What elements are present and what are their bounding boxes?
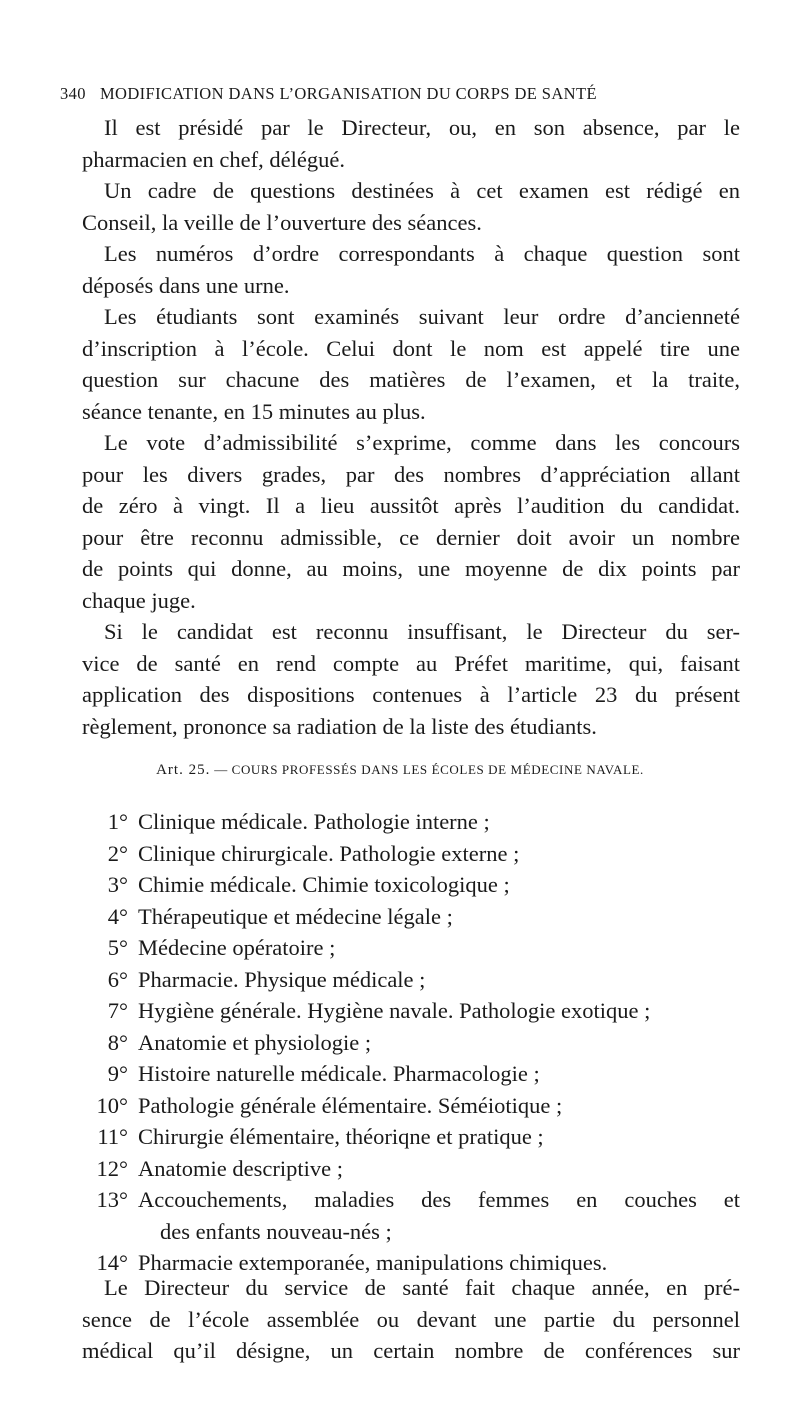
list-number: 5° [107, 935, 128, 960]
text-line: pharmacien en chef, délégué. [82, 146, 345, 172]
list-item [60, 838, 740, 870]
list-number: 9° [107, 1061, 128, 1086]
text-line: Les étudiants sont examinés suivant leur ordre d’ancienneté [104, 304, 740, 329]
text-line: sence de l’école assemblée ou devant une partie du personnel [82, 1306, 740, 1332]
body-text [60, 112, 740, 742]
text-line: séance tenante, en 15 minutes au plus. [82, 398, 426, 424]
list-item [60, 1090, 740, 1122]
list-text: Clinique chirurgicale. Pathologie externe ; [138, 840, 520, 866]
article-heading [60, 762, 740, 779]
list-item [60, 1058, 740, 1090]
list-number: 1° [107, 809, 128, 834]
text-line: Le Directeur du service de santé fait chaque année, en pré- [104, 1275, 740, 1300]
list-text: Pharmacie extemporanée, manipulations chimiques. [138, 1250, 608, 1275]
text-line: chaque juge. [82, 587, 196, 613]
text-line: application des dispositions contenues à l’article 23 du présent [82, 682, 740, 707]
list-number: 7° [107, 998, 128, 1023]
list-item [60, 995, 740, 1027]
text-line: vice de santé en rend compte au Préfet maritime, qui, faisant [82, 650, 740, 676]
list-text: Thérapeutique et médecine légale ; [138, 903, 453, 929]
list-text: Clinique médicale. Pathologie interne ; [138, 809, 490, 834]
list-text: Chirurgie élémentaire, théoriqne et pratique ; [138, 1124, 544, 1149]
list-number: 2° [107, 840, 128, 866]
list-item [60, 806, 740, 838]
text-line: des enfants nouveau-nés ; [160, 1218, 392, 1244]
list-text: Pharmacie. Physique médicale ; [138, 966, 426, 992]
list-item [60, 869, 740, 901]
text-line: règlement, prononce sa radiation de la liste des étudiants. [82, 713, 597, 739]
list-number: 6° [107, 966, 128, 992]
running-head-title: MODIFICATION DANS L’ORGANISATION DU CORPS DE SANTÉ [99, 84, 597, 103]
text-line: Un cadre de questions destinées à cet examen est rédigé en [104, 178, 740, 203]
text-line: pour les divers grades, par des nombres d’appréciation allant [82, 461, 740, 487]
list-number: 11° [97, 1124, 128, 1149]
text-line: déposés dans une urne. [82, 272, 290, 298]
list-item [60, 932, 740, 964]
paragraph-examination [60, 301, 740, 427]
text-line: Les numéros d’ordre correspondants à chaque question sont [104, 241, 740, 266]
paragraph-insufficient [60, 616, 740, 742]
list-number: 3° [107, 872, 128, 897]
list-item [60, 1153, 740, 1185]
list-text: Histoire naturelle médicale. Pharmacologie ; [138, 1061, 540, 1086]
text-line: d’inscription à l’école. Celui dont le nom est appelé tire une [82, 335, 740, 361]
list-number: 13° [96, 1187, 128, 1212]
paragraph-conferences [60, 1272, 740, 1367]
list-item [60, 901, 740, 933]
list-text: Médecine opératoire ; [138, 935, 336, 960]
text-line: Si le candidat est reconnu insuffisant, le Directeur du ser- [104, 619, 740, 644]
list-number: 14° [96, 1250, 128, 1275]
closing-paragraph [60, 1272, 740, 1367]
article-label: Art. 25. [156, 762, 211, 778]
text-line: Le vote d’admissibilité s’exprime, comme dans les concours [104, 430, 740, 455]
article-title: COURS PROFESSÉS DANS LES ÉCOLES DE MÉDECINE NAVALE. [231, 762, 644, 777]
list-item [60, 964, 740, 996]
paragraph-order-numbers [60, 238, 740, 301]
list-text: Chimie médicale. Chimie toxicologique ; [138, 872, 510, 897]
text-line: de zéro à vingt. Il a lieu aussitôt après l’audition du candidat. [82, 493, 740, 518]
list-number: 10° [96, 1092, 128, 1118]
list-number: 8° [107, 1029, 128, 1055]
text-line: Accouchements, maladies des femmes en couches et [138, 1187, 740, 1212]
text-line: Conseil, la veille de l’ouverture des séances. [82, 209, 482, 235]
paragraph-presidency [60, 112, 740, 175]
page-number: 340 [60, 84, 86, 103]
text-line: pour être reconnu admissible, ce dernier doit avoir un nombre [82, 524, 740, 550]
running-head [60, 84, 740, 104]
list-text: Hygiène générale. Hygiène navale. Pathologie exotique ; [138, 998, 651, 1023]
text-line: Il est présidé par le Directeur, ou, en son absence, par le [104, 115, 740, 140]
paragraph-question-frame [60, 175, 740, 238]
text-line: de points qui donne, au moins, une moyenne de dix points par [82, 556, 740, 581]
text-line: question sur chacune des matières de l’examen, et la traite, [82, 367, 740, 392]
course-list [60, 806, 740, 1279]
list-item [60, 1027, 740, 1059]
list-text: Anatomie et physiologie ; [138, 1029, 372, 1055]
list-item [60, 1121, 740, 1153]
list-number: 12° [96, 1155, 128, 1181]
paragraph-vote [60, 427, 740, 616]
article-dash: — [214, 762, 228, 777]
list-text: Anatomie descriptive ; [138, 1155, 343, 1181]
list-text [138, 1184, 740, 1247]
list-text: Pathologie générale élémentaire. Séméiotique ; [138, 1092, 563, 1118]
text-line: médical qu’il désigne, un certain nombre de conférences sur [82, 1338, 740, 1363]
list-item [60, 1184, 740, 1247]
list-number: 4° [107, 903, 128, 929]
